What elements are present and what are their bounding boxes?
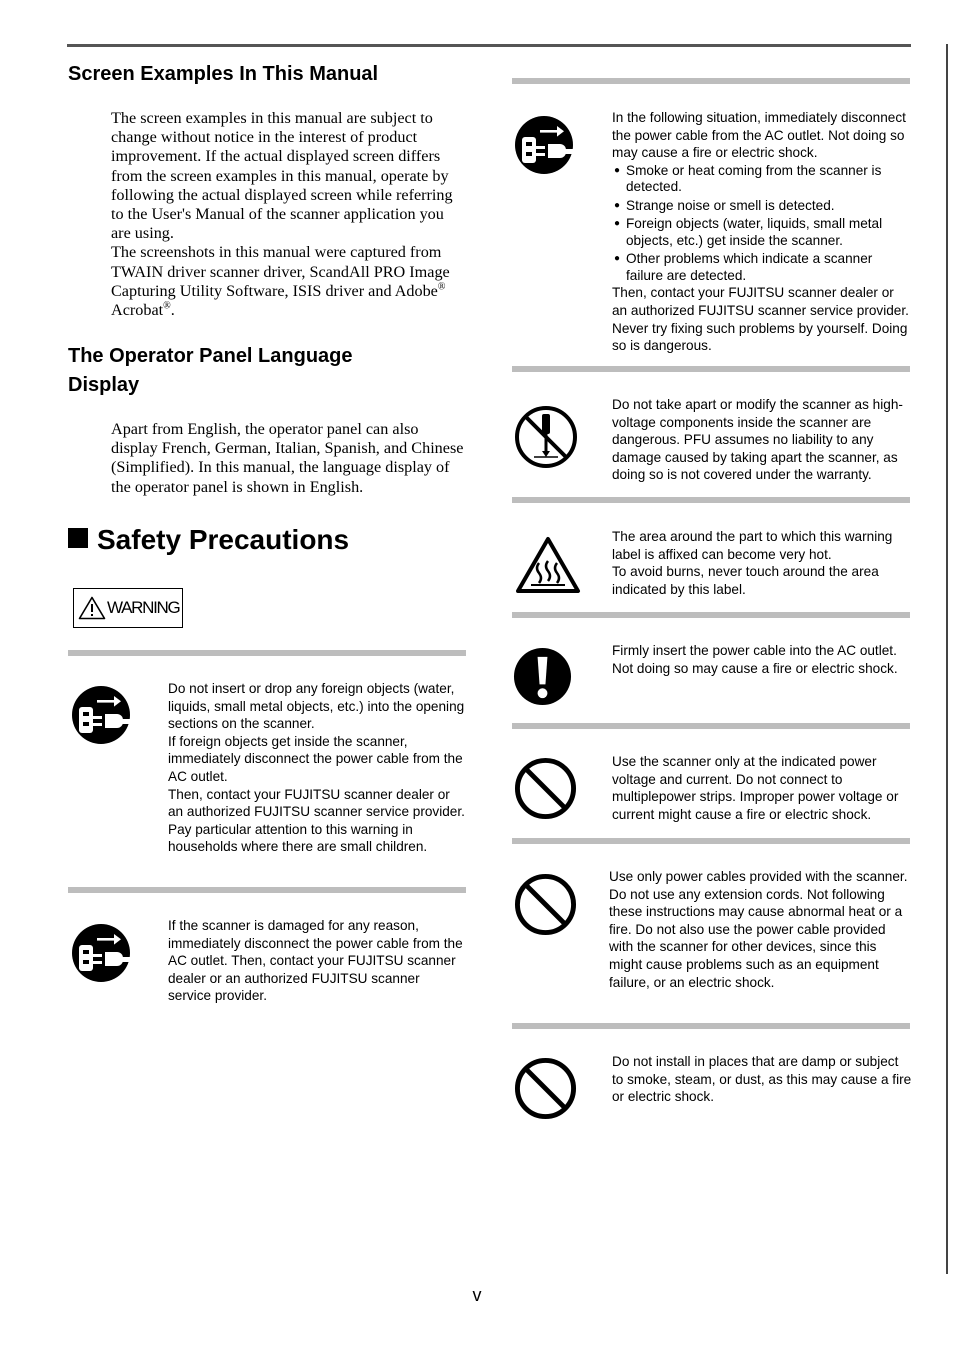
hot-surface-icon [514,535,582,595]
warning-separator-bar [512,612,910,618]
warning-badge [73,588,183,628]
list-item: ● Smoke or heat coming from the scanner is detected. [612,163,912,196]
mandatory-icon [513,647,572,706]
warning-text-power-cables: Use only power cables provided with the scanner. Do not use any extension cords. Not following these instructions may cause abnormal heat or a fire. Do not also use the power cable provided with the scanner for other devices, since this might cause problems such as an equipment failure, or an electric shock. [609,869,908,990]
screen-examples-para2: The screenshots in this manual were captured from TWAIN driver scanner driver, ScandAll PRO Image Capturing Utility Software, ISIS driver and Adobe® Acrobat®. [111,243,450,320]
warning-separator-bar [512,497,910,503]
screen-examples-text [111,109,466,320]
warning-text-damaged: If the scanner is damaged for any reason, immediately disconnect the power cable from the AC outlet. Then, contact your FUJITSU scanner dealer or an authorized FUJITSU scanner service provider. [168,918,463,1004]
situation-list [612,163,912,284]
prohibited-icon [514,757,577,820]
warning-separator-bar [512,723,910,729]
safety-precautions-heading: Safety Precautions [68,522,349,558]
square-bullet-icon [68,528,88,548]
unplug-icon [514,115,574,175]
unplug-icon [71,685,131,745]
prohibited-icon [514,1057,577,1120]
list-item: ● Other problems which indicate a scanner failure are detected. [612,251,912,284]
warning-text-no-disassembly: Do not take apart or modify the scanner as high-voltage components inside the scanner are dangerous. PFU assumes no liability to any damage caused by taking apart the scanner, as doing so is not covered under the warranty. [612,397,903,483]
warning-separator-bar [512,78,910,84]
right-margin-rule [946,44,948,1274]
warning-separator-bar [68,650,466,656]
warning-text-disconnect-situations: In the following situation, immediately disconnect the power cable from the AC outlet. Not doing so may cause a fire or electric shock. ● Smoke or heat coming from the scanner is detected. ● Strange noise or smell is detected. ● Foreign objects (water, liquids, small metal objects, etc.) get inside the scanner. ● Other problems which indicate a scanner failure are detected. Then, contact your FUJITSU scanner dealer or an authorized FUJITSU scanner service provider. Never try fixing such problems by yourself. Doing so is dangerous. [612,109,912,355]
screen-examples-para1: The screen examples in this manual are subject to change without notice in the interest of product improvement. If the actual displayed screen differs from the screen examples in this manual, operate by following the actual displayed screen while referring to the User's Manual of the scanner application you are using. [111,109,453,243]
warning-text-foreign-objects: Do not insert or drop any foreign objects (water, liquids, small metal objects, etc.) into the opening sections on the scanner. If foreign objects get inside the scanner, immediately disconnect the power cable from the AC outlet. Then, contact your FUJITSU scanner dealer or an authorized FUJITSU scanner service provider. Pay particular attention to this warning in households where there are small children. [168,681,465,855]
warning-separator-bar [512,366,910,372]
operator-panel-text [111,420,466,497]
warning-triangle-icon [78,596,106,620]
operator-panel-para: Apart from English, the operator panel can also display French, German, Italian, Spanish, and Chinese (Simplified). In this manual, the language display of the operator panel is shown in English. [111,420,464,496]
warning-label: WARNING [107,598,180,617]
warning-text-hot-surface: The area around the part to which this warning label is affixed can become very hot. To avoid burns, never touch around the area indicated by this label. [612,529,893,597]
top-rule [67,44,911,47]
warning-separator-bar [512,1023,910,1029]
list-item: ● Strange noise or smell is detected. [612,198,912,214]
prohibited-icon [514,873,577,936]
section-heading-screen-examples: Screen Examples In This Manual [68,63,379,85]
section-heading-operator-panel: The Operator Panel Language Display [68,345,353,396]
warning-text-power-voltage: Use the scanner only at the indicated power voltage and current. Do not connect to multiplepower strips. Improper power voltage or current might cause a fire or electric shock. [612,754,899,822]
list-item: ● Foreign objects (water, liquids, small metal objects, etc.) get inside the scanner. [612,216,912,249]
warning-text-install-location: Do not install in places that are damp or subject to smoke, steam, or dust, as this may cause a fire or electric shock. [612,1054,912,1105]
warning-separator-bar [68,887,466,893]
warning-separator-bar [512,838,910,844]
page-number: v [472,1285,482,1305]
warning-text-insert-cable: Firmly insert the power cable into the AC outlet. Not doing so may cause a fire or electric shock. [612,643,898,676]
unplug-icon [71,923,131,983]
no-disassembly-icon [514,405,578,469]
